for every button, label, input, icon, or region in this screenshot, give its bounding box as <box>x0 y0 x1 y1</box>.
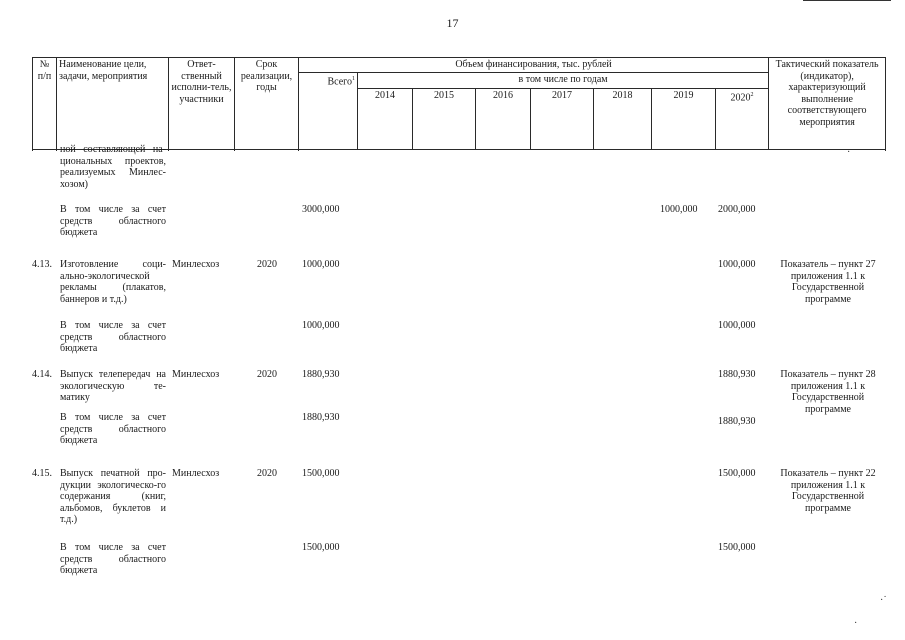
row-name: В том числе за счет средств областного бюджета <box>60 542 166 577</box>
scan-mark: · <box>847 147 851 158</box>
table-body <box>32 144 885 582</box>
row-total: 1000,000 <box>302 320 340 331</box>
row-2020: 1000,000 <box>718 320 756 331</box>
top-rule <box>803 0 891 1</box>
header-year-2016: 2016 <box>476 89 531 150</box>
table-row <box>32 259 885 320</box>
row-name: ной составляющей на-циональных проектов, реализуемых Минлес-хозом) <box>60 144 166 190</box>
row-term: 2020 <box>257 259 277 270</box>
row-term: 2020 <box>257 369 277 380</box>
row-term: 2020 <box>257 468 277 479</box>
row-name: В том числе за счет средств областного бюджета <box>60 320 166 355</box>
row-2020: 1500,000 <box>718 542 756 553</box>
row-name: В том числе за счет средств областного бюджета <box>60 204 166 239</box>
header-indicator: Тактический показатель (индикатор), характеризующий выполнение соответствующего мероприятия <box>769 58 886 150</box>
row-total: 1500,000 <box>302 468 340 479</box>
header-year-2017: 2017 <box>531 89 594 150</box>
page-number: 17 <box>446 16 459 30</box>
header-year-2015: 2015 <box>413 89 476 150</box>
row-name: Выпуск телепередач на экологическую те-матику <box>60 369 166 404</box>
table-row <box>32 369 885 415</box>
row-2020: 1500,000 <box>718 468 756 479</box>
header-year-2018: 2018 <box>594 89 652 150</box>
row-2019: 1000,000 <box>660 204 698 215</box>
row-indicator: Показатель – пункт 28 приложения 1.1 к Государственной программе <box>780 369 876 415</box>
header-year-2020-label: 2020 <box>730 92 751 104</box>
header-total <box>299 73 358 150</box>
row-2020: 1000,000 <box>718 259 756 270</box>
header-total-label: Всего <box>327 76 352 88</box>
table-row <box>32 412 885 468</box>
table-row <box>32 468 885 542</box>
row-total: 3000,000 <box>302 204 340 215</box>
row-indicator: Показатель – пункт 27 приложения 1.1 к Государственной программе <box>780 259 876 305</box>
row-number: 4.13. <box>32 259 52 270</box>
table-row <box>32 204 885 259</box>
table-header <box>32 57 886 150</box>
row-total: 1880,930 <box>302 369 340 380</box>
header-financing-title: Объем финансирования, тыс. рублей <box>299 58 769 73</box>
header-year-2014: 2014 <box>358 89 413 150</box>
row-2020: 2000,000 <box>718 204 756 215</box>
row-number: 4.15. <box>32 468 52 479</box>
header-year-2020 <box>716 89 769 150</box>
row-name: Выпуск печатной про-дукции экологическо-го содержания (книг, альбомов, буклетов и т.д.) <box>60 468 166 526</box>
header-term: Срок реализации, годы <box>235 58 299 150</box>
header-name: Наименование цели, задачи, мероприятия <box>57 58 169 150</box>
table-row <box>32 144 885 204</box>
header-total-footnote: 1 <box>352 76 355 82</box>
row-responsible: Минлесхоз <box>172 369 220 380</box>
table-row <box>32 542 885 582</box>
row-responsible: Минлесхоз <box>172 468 220 479</box>
header-num: № п/п <box>33 58 57 150</box>
row-name: Изготовление соци-ально-экологической рекламы (плакатов, баннеров и т.д.) <box>60 259 166 305</box>
row-2020: 1880,930 <box>718 416 756 427</box>
header-responsible: Ответ-ственный исполни-тель, участники <box>169 58 235 150</box>
scan-mark: ·˙ <box>880 595 887 606</box>
header-year-2019: 2019 <box>652 89 716 150</box>
table-row <box>32 320 885 369</box>
row-indicator: Показатель – пункт 22 приложения 1.1 к Государственной программе <box>780 468 876 514</box>
scan-mark: · <box>854 618 858 629</box>
row-total: 1880,930 <box>302 412 340 423</box>
row-number: 4.14. <box>32 369 52 380</box>
header-by-years: в том числе по годам <box>358 73 769 89</box>
row-responsible: Минлесхоз <box>172 259 220 270</box>
row-2020: 1880,930 <box>718 369 756 380</box>
row-total: 1500,000 <box>302 542 340 553</box>
row-name: В том числе за счет средств областного бюджета <box>60 412 166 447</box>
row-total: 1000,000 <box>302 259 340 270</box>
header-year-2020-footnote: 2 <box>750 92 754 98</box>
